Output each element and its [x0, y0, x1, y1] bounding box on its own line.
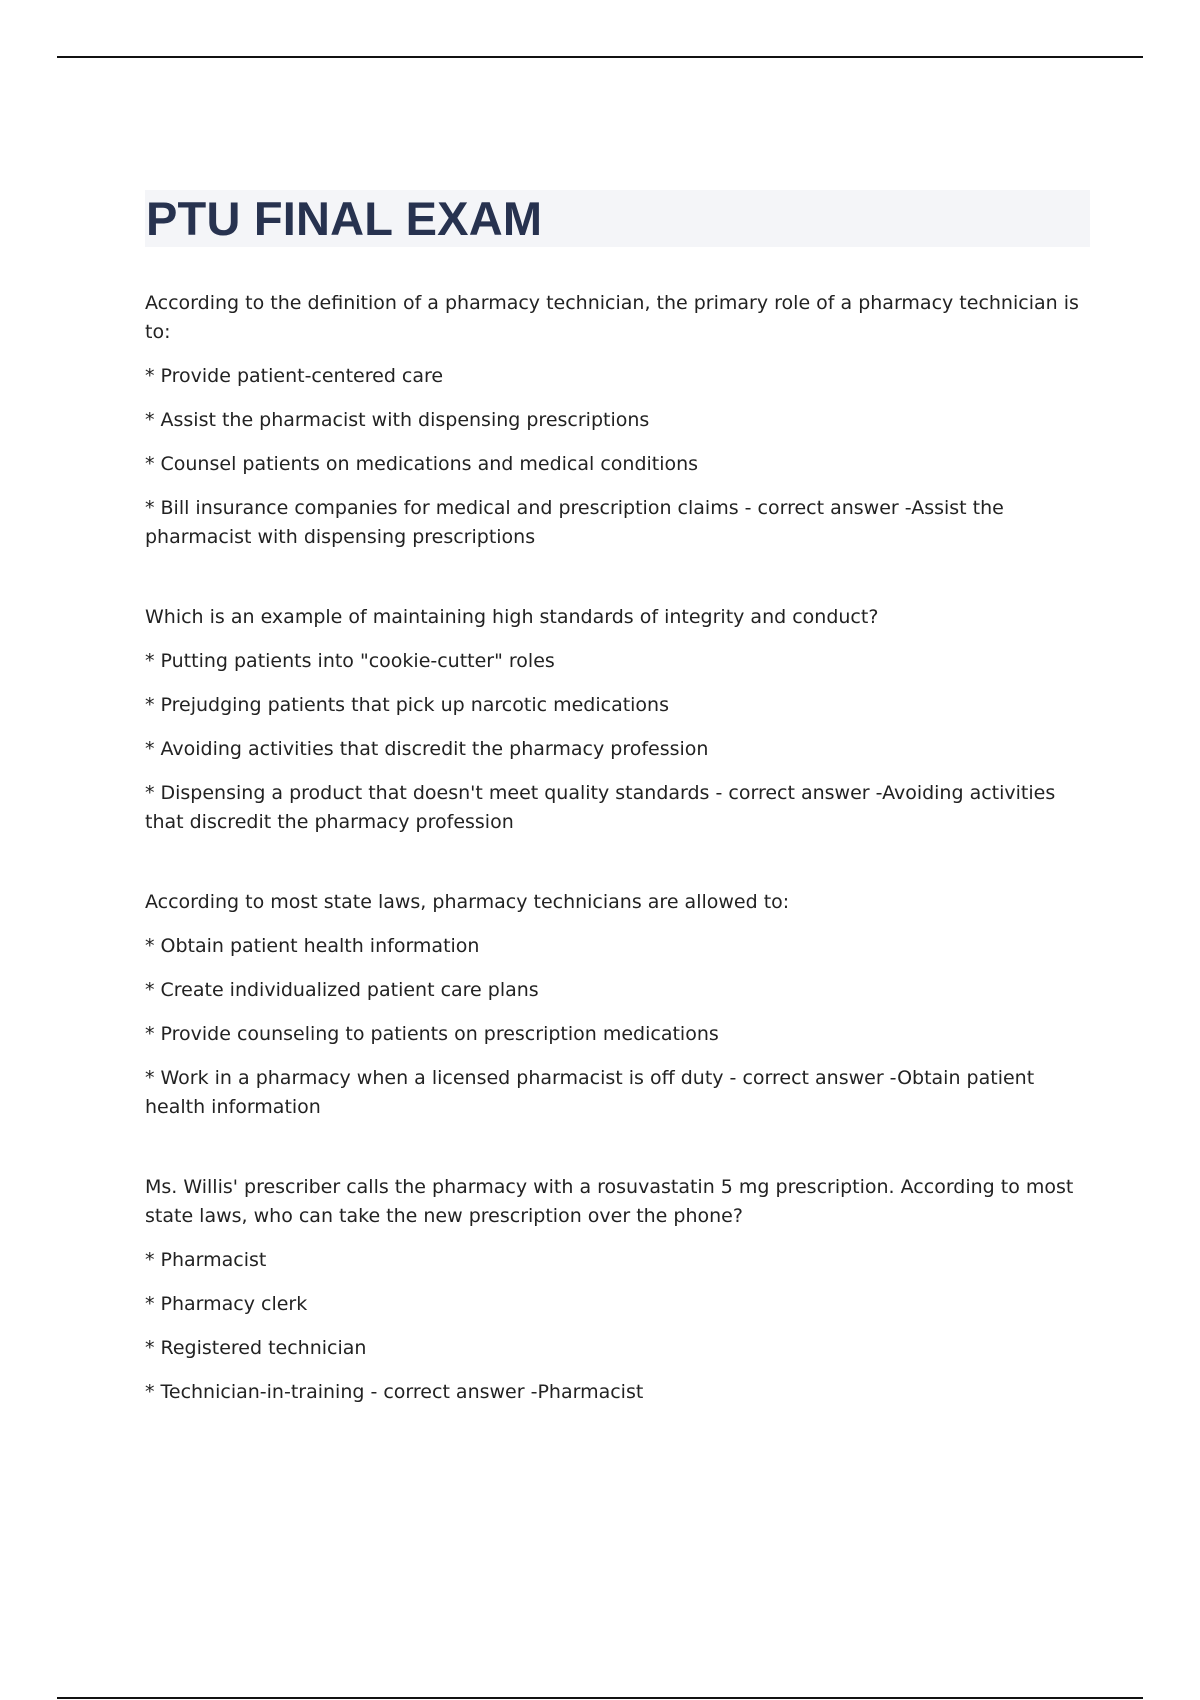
answer-option: * Registered technician: [145, 1334, 1090, 1363]
bullet-glyph: *: [145, 650, 155, 672]
bullet-glyph: *: [145, 1381, 155, 1403]
answer-option: * Obtain patient health information: [145, 932, 1090, 961]
bullet-glyph: *: [145, 782, 155, 804]
bullet-glyph: *: [145, 935, 155, 957]
question-block: [145, 603, 1090, 837]
document-title: PTU FINAL EXAM: [146, 192, 543, 245]
answer-option: * Create individualized patient care plans: [145, 976, 1090, 1005]
answer-option-with-correct-answer: * Dispensing a product that doesn't meet quality standards - correct answer -Avoiding activities that discredit the pharmacy profession: [145, 779, 1090, 837]
question-block: [145, 1173, 1090, 1407]
bullet-glyph: *: [145, 453, 155, 475]
answer-option: * Pharmacist: [145, 1246, 1090, 1275]
question-text: According to the definition of a pharmacy technician, the primary role of a pharmacy technician is to:: [145, 292, 1079, 343]
title-band: [145, 190, 1090, 247]
bullet-glyph: *: [145, 1293, 155, 1315]
bullet-glyph: *: [145, 409, 155, 431]
bullet-glyph: *: [145, 1337, 155, 1359]
bullet-glyph: *: [145, 1067, 155, 1089]
answer-option-with-correct-answer: * Work in a pharmacy when a licensed pharmacist is off duty - correct answer -Obtain patient health information: [145, 1064, 1090, 1122]
answer-option: * Provide patient-centered care: [145, 362, 1090, 391]
answer-option: * Provide counseling to patients on prescription medications: [145, 1020, 1090, 1049]
answer-option: * Counsel patients on medications and medical conditions: [145, 450, 1090, 479]
answer-option: * Putting patients into "cookie-cutter" roles: [145, 647, 1090, 676]
bullet-glyph: *: [145, 979, 155, 1001]
question-text: Which is an example of maintaining high standards of integrity and conduct?: [145, 606, 879, 628]
footer-rule: [57, 1697, 1143, 1699]
answer-option: * Pharmacy clerk: [145, 1290, 1090, 1319]
answer-option: * Assist the pharmacist with dispensing prescriptions: [145, 406, 1090, 435]
answer-option-with-correct-answer: * Bill insurance companies for medical and prescription claims - correct answer -Assist the pharmacist with dispensing prescriptions: [145, 494, 1090, 552]
bullet-glyph: *: [145, 1023, 155, 1045]
bullet-glyph: *: [145, 365, 155, 387]
question-block: [145, 289, 1090, 552]
answer-option: * Prejudging patients that pick up narcotic medications: [145, 691, 1090, 720]
question-text: According to most state laws, pharmacy technicians are allowed to:: [145, 891, 790, 913]
question-block: [145, 888, 1090, 1122]
answer-option: * Avoiding activities that discredit the pharmacy profession: [145, 735, 1090, 764]
header-rule: [57, 56, 1143, 58]
bullet-glyph: *: [145, 694, 155, 716]
answer-option-with-correct-answer: * Technician-in-training - correct answer -Pharmacist: [145, 1378, 1090, 1407]
document-body: [145, 289, 1090, 1458]
bullet-glyph: *: [145, 1249, 155, 1271]
bullet-glyph: *: [145, 497, 155, 519]
bullet-glyph: *: [145, 738, 155, 760]
question-text: Ms. Willis' prescriber calls the pharmacy with a rosuvastatin 5 mg prescription. According to most state laws, who can take the new prescription over the phone?: [145, 1176, 1074, 1227]
